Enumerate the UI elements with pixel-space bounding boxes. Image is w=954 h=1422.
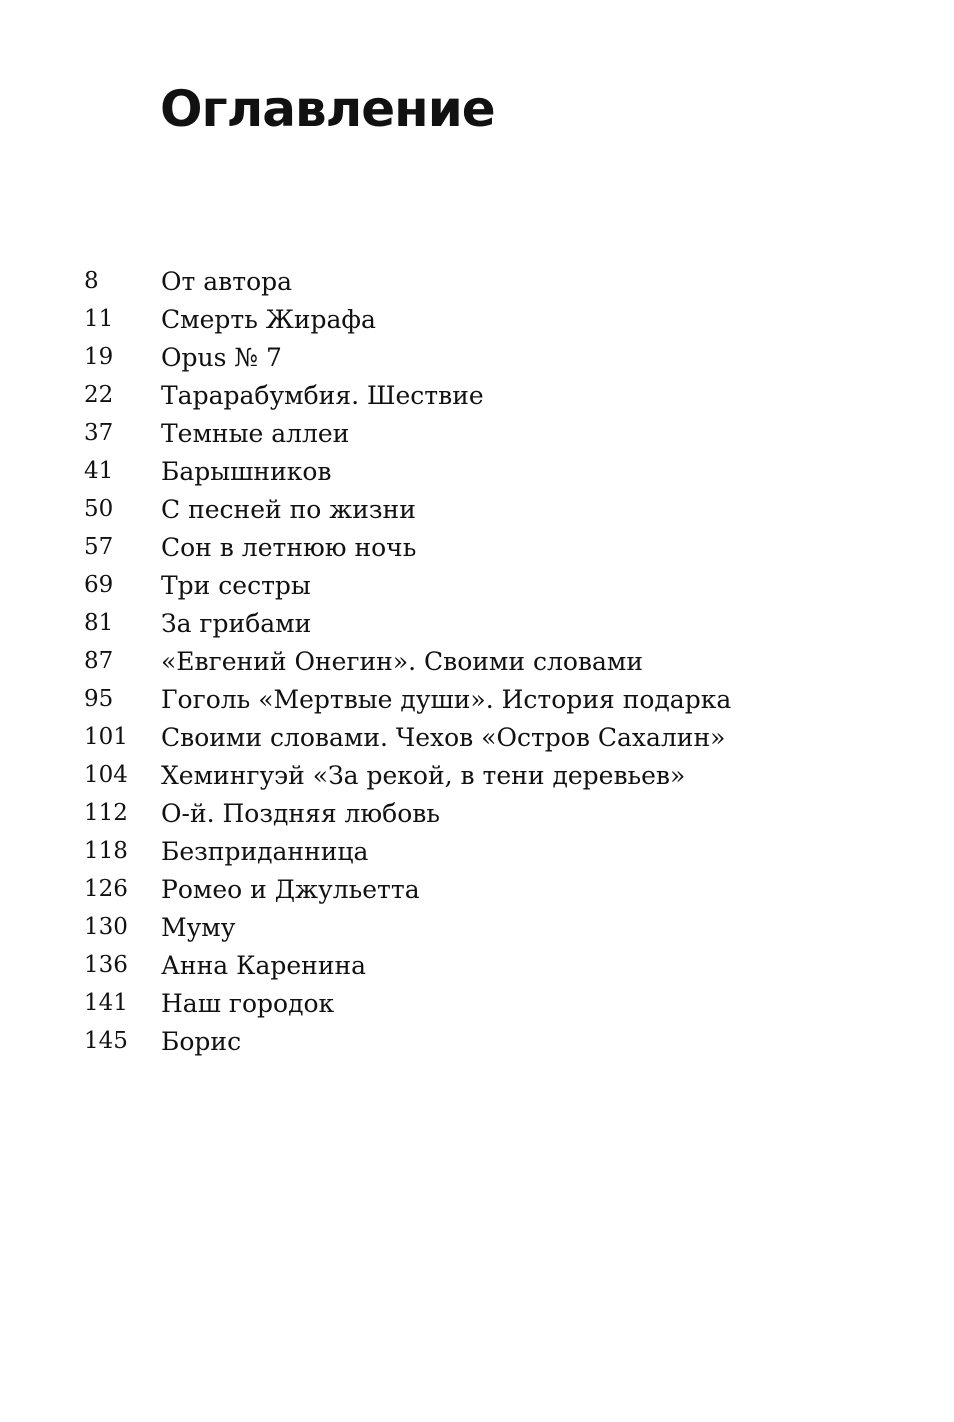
toc-item bbox=[84, 984, 731, 1022]
toc-title: Муму bbox=[161, 912, 236, 942]
toc-item bbox=[84, 566, 731, 604]
toc-page-number: 50 bbox=[84, 496, 114, 522]
toc-title: Своими словами. Чехов «Остров Сахалин» bbox=[161, 722, 726, 752]
toc-page-number: 57 bbox=[84, 534, 114, 560]
toc-page-number: 130 bbox=[84, 914, 128, 940]
toc-item bbox=[84, 376, 731, 414]
toc-item bbox=[84, 908, 731, 946]
toc-title: От автора bbox=[161, 266, 293, 296]
toc-page-number: 118 bbox=[84, 838, 128, 864]
toc-item bbox=[84, 414, 731, 452]
toc-title: Сон в летнюю ночь bbox=[161, 532, 417, 562]
toc-page-number: 141 bbox=[84, 990, 128, 1016]
toc-page-number: 22 bbox=[84, 382, 114, 408]
page-title: Оглавление bbox=[160, 80, 495, 138]
toc-item bbox=[84, 946, 731, 984]
toc-item bbox=[84, 300, 731, 338]
toc-title: Борис bbox=[161, 1026, 242, 1056]
toc-item bbox=[84, 680, 731, 718]
table-of-contents bbox=[84, 262, 731, 1060]
toc-title: Барышников bbox=[161, 456, 332, 486]
toc-title: Хемингуэй «За рекой, в тени деревьев» bbox=[161, 760, 686, 790]
toc-item bbox=[84, 718, 731, 756]
toc-page-number: 145 bbox=[84, 1028, 128, 1054]
toc-page-number: 126 bbox=[84, 876, 128, 902]
toc-title: Гоголь «Мертвые души». История подарка bbox=[161, 684, 732, 714]
toc-item bbox=[84, 452, 731, 490]
toc-title: Тарарабумбия. Шествие bbox=[161, 380, 484, 410]
toc-page-number: 112 bbox=[84, 800, 128, 826]
toc-title: Безприданница bbox=[161, 836, 369, 866]
toc-title: Смерть Жирафа bbox=[161, 304, 376, 334]
toc-page-number: 11 bbox=[84, 306, 114, 332]
toc-page-number: 101 bbox=[84, 724, 128, 750]
toc-title: Три сестры bbox=[161, 570, 311, 600]
toc-item bbox=[84, 490, 731, 528]
toc-page-number: 69 bbox=[84, 572, 114, 598]
toc-title: Opus № 7 bbox=[161, 342, 282, 372]
toc-title: Темные аллеи bbox=[161, 418, 350, 448]
toc-title: Анна Каренина bbox=[161, 950, 367, 980]
toc-item bbox=[84, 338, 731, 376]
toc-title: О-й. Поздняя любовь bbox=[161, 798, 440, 828]
toc-title: Ромео и Джульетта bbox=[161, 874, 420, 904]
toc-page-number: 104 bbox=[84, 762, 128, 788]
toc-item bbox=[84, 1022, 731, 1060]
toc-item bbox=[84, 604, 731, 642]
toc-item bbox=[84, 642, 731, 680]
toc-item bbox=[84, 870, 731, 908]
toc-title: С песней по жизни bbox=[161, 494, 416, 524]
toc-item bbox=[84, 832, 731, 870]
toc-page-number: 19 bbox=[84, 344, 114, 370]
toc-item bbox=[84, 262, 731, 300]
toc-page-number: 87 bbox=[84, 648, 114, 674]
toc-title: «Евгений Онегин». Своими словами bbox=[161, 646, 644, 676]
toc-page-number: 81 bbox=[84, 610, 114, 636]
toc-page-number: 41 bbox=[84, 458, 114, 484]
toc-item bbox=[84, 756, 731, 794]
toc-page-number: 8 bbox=[84, 268, 99, 294]
toc-item bbox=[84, 528, 731, 566]
toc-page-number: 95 bbox=[84, 686, 114, 712]
toc-title: За грибами bbox=[161, 608, 312, 638]
toc-item bbox=[84, 794, 731, 832]
toc-page-number: 37 bbox=[84, 420, 114, 446]
toc-title: Наш городок bbox=[161, 988, 335, 1018]
toc-page-number: 136 bbox=[84, 952, 128, 978]
